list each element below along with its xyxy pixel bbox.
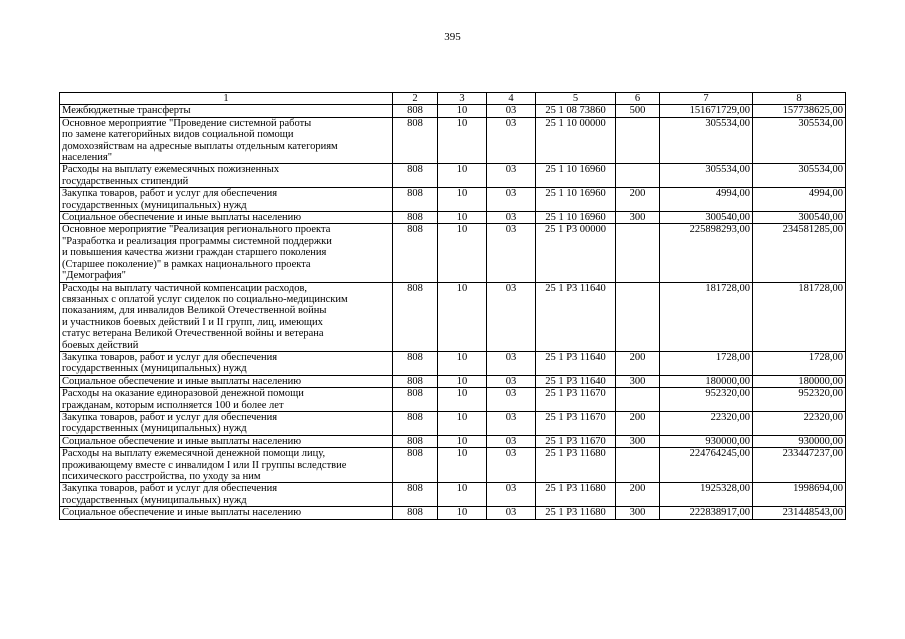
amount-cell: 233447237,00 (753, 448, 846, 483)
row-name-cell: Закупка товаров, работ и услуг для обеспечения государственных (муниципальных) нужд (60, 483, 393, 507)
amount-cell: 224764245,00 (660, 448, 753, 483)
expense-type-cell: 300 (616, 435, 660, 447)
table-row (60, 224, 846, 282)
subsection-cell: 03 (487, 117, 536, 164)
expense-type-cell (616, 388, 660, 412)
row-name-cell: Расходы на оказание единоразовой денежной помощи гражданам, которым исполняется 100 и более лет (60, 388, 393, 412)
table-row (60, 483, 846, 507)
expense-type-cell (616, 448, 660, 483)
column-header: 1 (60, 93, 393, 105)
section-cell: 10 (438, 351, 487, 375)
section-cell: 10 (438, 105, 487, 117)
section-cell: 10 (438, 282, 487, 351)
row-name-cell: Социальное обеспечение и иные выплаты населению (60, 507, 393, 519)
section-cell: 10 (438, 411, 487, 435)
column-header: 5 (536, 93, 616, 105)
expense-type-cell: 300 (616, 507, 660, 519)
section-cell: 10 (438, 117, 487, 164)
section-cell: 10 (438, 375, 487, 387)
code-cell: 808 (393, 507, 438, 519)
amount-cell: 225898293,00 (660, 224, 753, 282)
subsection-cell: 03 (487, 224, 536, 282)
column-header: 3 (438, 93, 487, 105)
amount-cell: 151671729,00 (660, 105, 753, 117)
table-row (60, 117, 846, 164)
subsection-cell: 03 (487, 435, 536, 447)
subsection-cell: 03 (487, 507, 536, 519)
subsection-cell: 03 (487, 375, 536, 387)
table-row (60, 448, 846, 483)
amount-cell: 222838917,00 (660, 507, 753, 519)
amount-cell: 181728,00 (753, 282, 846, 351)
target-article-cell: 25 1 P3 11640 (536, 282, 616, 351)
target-article-cell: 25 1 P3 11680 (536, 448, 616, 483)
table-body (60, 105, 846, 519)
amount-cell: 157738625,00 (753, 105, 846, 117)
expense-type-cell: 500 (616, 105, 660, 117)
amount-cell: 930000,00 (753, 435, 846, 447)
code-cell: 808 (393, 483, 438, 507)
code-cell: 808 (393, 448, 438, 483)
row-name-cell: Основное мероприятие "Проведение системной работы по замене категорийных видов социальной помощи домохозяйствам на адресные выплаты отдельным категориям населения" (60, 117, 393, 164)
row-name-cell: Расходы на выплату ежемесячных пожизненных государственных стипендий (60, 164, 393, 188)
table-row (60, 388, 846, 412)
section-cell: 10 (438, 188, 487, 212)
expense-type-cell (616, 224, 660, 282)
amount-cell: 180000,00 (753, 375, 846, 387)
row-name-cell: Закупка товаров, работ и услуг для обеспечения государственных (муниципальных) нужд (60, 411, 393, 435)
amount-cell: 22320,00 (753, 411, 846, 435)
row-name-cell: Закупка товаров, работ и услуг для обеспечения государственных (муниципальных) нужд (60, 188, 393, 212)
amount-cell: 930000,00 (660, 435, 753, 447)
expense-type-cell (616, 164, 660, 188)
table-row (60, 411, 846, 435)
row-name-cell: Расходы на выплату частичной компенсации расходов, связанных с оплатой услуг сиделок по социально-медицинским показаниям, для инвалидов Великой Отечественной войны и участников боевых действий I и II групп, лиц, имеющих статус ветерана Великой Отечественной войны и ветерана боевых действий (60, 282, 393, 351)
code-cell: 808 (393, 188, 438, 212)
code-cell: 808 (393, 212, 438, 224)
subsection-cell: 03 (487, 164, 536, 188)
amount-cell: 22320,00 (660, 411, 753, 435)
amount-cell: 231448543,00 (753, 507, 846, 519)
code-cell: 808 (393, 105, 438, 117)
target-article-cell: 25 1 10 00000 (536, 117, 616, 164)
amount-cell: 305534,00 (660, 117, 753, 164)
subsection-cell: 03 (487, 188, 536, 212)
row-name-cell: Закупка товаров, работ и услуг для обеспечения государственных (муниципальных) нужд (60, 351, 393, 375)
subsection-cell: 03 (487, 388, 536, 412)
target-article-cell: 25 1 P3 11670 (536, 411, 616, 435)
row-name-cell: Расходы на выплату ежемесячной денежной помощи лицу, проживающему вместе с инвалидом I или II группы вследствие психического расстройства, по уходу за ним (60, 448, 393, 483)
target-article-cell: 25 1 P3 11640 (536, 351, 616, 375)
amount-cell: 305534,00 (753, 164, 846, 188)
expense-type-cell: 300 (616, 375, 660, 387)
section-cell: 10 (438, 224, 487, 282)
code-cell: 808 (393, 224, 438, 282)
expense-type-cell (616, 282, 660, 351)
code-cell: 808 (393, 282, 438, 351)
section-cell: 10 (438, 435, 487, 447)
section-cell: 10 (438, 164, 487, 188)
row-name-cell: Социальное обеспечение и иные выплаты населению (60, 435, 393, 447)
table-row (60, 351, 846, 375)
row-name-cell: Социальное обеспечение и иные выплаты населению (60, 375, 393, 387)
target-article-cell: 25 1 10 16960 (536, 164, 616, 188)
column-header: 4 (487, 93, 536, 105)
expense-type-cell: 300 (616, 212, 660, 224)
amount-cell: 1728,00 (753, 351, 846, 375)
amount-cell: 4994,00 (753, 188, 846, 212)
section-cell: 10 (438, 483, 487, 507)
table-row (60, 375, 846, 387)
section-cell: 10 (438, 212, 487, 224)
amount-cell: 300540,00 (660, 212, 753, 224)
subsection-cell: 03 (487, 351, 536, 375)
target-article-cell: 25 1 P3 11670 (536, 388, 616, 412)
amount-cell: 305534,00 (753, 117, 846, 164)
amount-cell: 4994,00 (660, 188, 753, 212)
table-row (60, 282, 846, 351)
target-article-cell: 25 1 P3 11680 (536, 507, 616, 519)
target-article-cell: 25 1 P3 11640 (536, 375, 616, 387)
target-article-cell: 25 1 P3 11670 (536, 435, 616, 447)
table-row (60, 212, 846, 224)
target-article-cell: 25 1 10 16960 (536, 212, 616, 224)
code-cell: 808 (393, 411, 438, 435)
amount-cell: 234581285,00 (753, 224, 846, 282)
amount-cell: 1728,00 (660, 351, 753, 375)
row-name-cell: Социальное обеспечение и иные выплаты населению (60, 212, 393, 224)
section-cell: 10 (438, 507, 487, 519)
code-cell: 808 (393, 375, 438, 387)
target-article-cell: 25 1 P3 11680 (536, 483, 616, 507)
column-header: 7 (660, 93, 753, 105)
row-name-cell: Межбюджетные трансферты (60, 105, 393, 117)
expense-type-cell: 200 (616, 351, 660, 375)
column-header: 2 (393, 93, 438, 105)
amount-cell: 1998694,00 (753, 483, 846, 507)
amount-cell: 180000,00 (660, 375, 753, 387)
table-header-row (60, 93, 846, 105)
table-row (60, 105, 846, 117)
code-cell: 808 (393, 164, 438, 188)
table-row (60, 164, 846, 188)
amount-cell: 952320,00 (660, 388, 753, 412)
amount-cell: 1925328,00 (660, 483, 753, 507)
target-article-cell: 25 1 10 16960 (536, 188, 616, 212)
subsection-cell: 03 (487, 282, 536, 351)
column-header: 8 (753, 93, 846, 105)
subsection-cell: 03 (487, 212, 536, 224)
subsection-cell: 03 (487, 105, 536, 117)
row-name-cell: Основное мероприятие "Реализация регионального проекта "Разработка и реализация программы системной поддержки и повышения качества жизни граждан старшего поколения (Старшее поколение)" в рамках национального проекта "Демография" (60, 224, 393, 282)
target-article-cell: 25 1 P3 00000 (536, 224, 616, 282)
amount-cell: 181728,00 (660, 282, 753, 351)
subsection-cell: 03 (487, 448, 536, 483)
expense-type-cell: 200 (616, 411, 660, 435)
expense-type-cell: 200 (616, 188, 660, 212)
budget-table (59, 92, 846, 520)
code-cell: 808 (393, 388, 438, 412)
code-cell: 808 (393, 351, 438, 375)
amount-cell: 952320,00 (753, 388, 846, 412)
column-header: 6 (616, 93, 660, 105)
expense-type-cell (616, 117, 660, 164)
amount-cell: 300540,00 (753, 212, 846, 224)
code-cell: 808 (393, 435, 438, 447)
section-cell: 10 (438, 448, 487, 483)
code-cell: 808 (393, 117, 438, 164)
table-row (60, 507, 846, 519)
page-number: 395 (444, 31, 461, 43)
subsection-cell: 03 (487, 411, 536, 435)
amount-cell: 305534,00 (660, 164, 753, 188)
section-cell: 10 (438, 388, 487, 412)
subsection-cell: 03 (487, 483, 536, 507)
target-article-cell: 25 1 08 73860 (536, 105, 616, 117)
table-row (60, 188, 846, 212)
expense-type-cell: 200 (616, 483, 660, 507)
table-row (60, 435, 846, 447)
